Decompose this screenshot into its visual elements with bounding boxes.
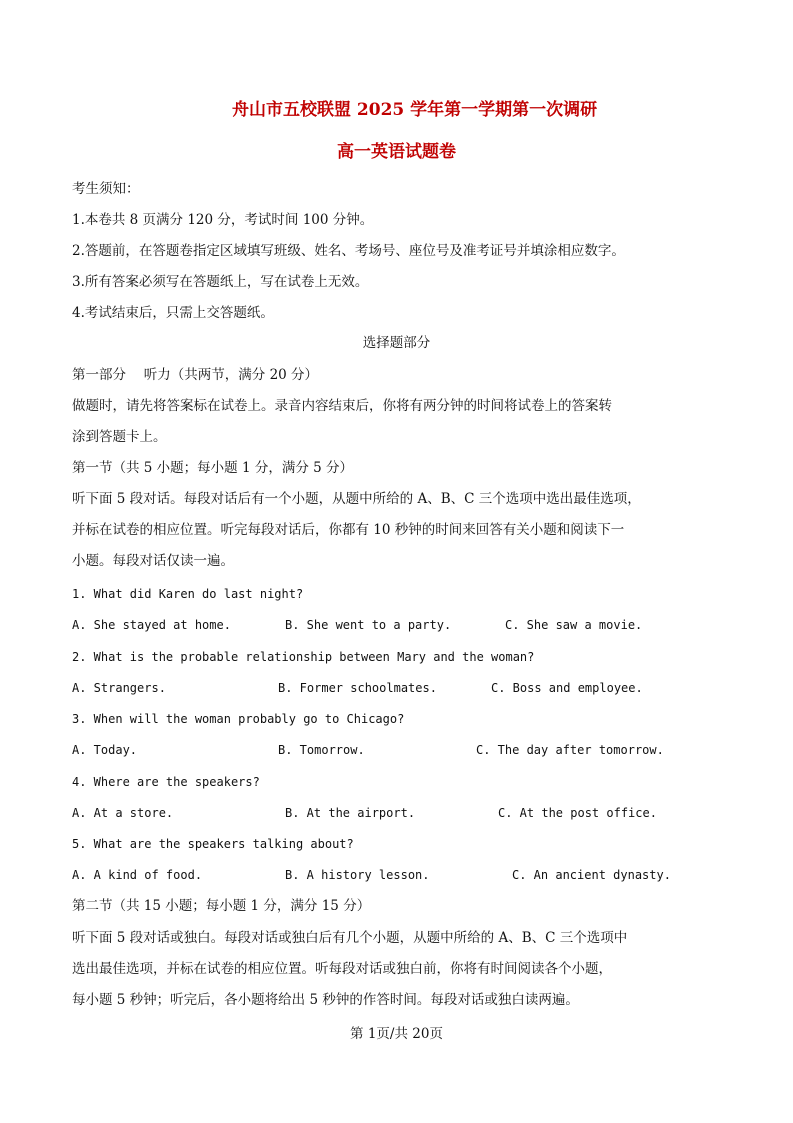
sec1-instruction: 听下面 5 段对话。每段对话后有一个小题，从题中所给的 A、B、C 三个选项中选出最佳选项， bbox=[72, 491, 641, 507]
option-b: B. She went to a party. bbox=[285, 618, 452, 632]
sec2-instruction: 每小题 5 秒钟；听完后，各小题将给出 5 秒钟的作答时间。每段对话或独白读两遍。 bbox=[72, 992, 579, 1008]
question-stem: 4. Where are the speakers? bbox=[72, 775, 260, 789]
option-a: A. Strangers. bbox=[72, 681, 166, 695]
section-title: 选择题部分 bbox=[362, 335, 431, 351]
part1-heading: 第一部分 听力（共两节，满分 20 分） bbox=[72, 367, 319, 383]
part1-instruction: 做题时，请先将答案标在试卷上。录音内容结束后，你将有两分钟的时间将试卷上的答案转 bbox=[72, 398, 612, 414]
sec1-instruction: 小题。每段对话仅读一遍。 bbox=[72, 553, 234, 569]
sec2-instruction: 选出最佳选项，并标在试卷的相应位置。听每段对话或独白前，你将有时间阅读各个小题， bbox=[72, 961, 612, 977]
page-number: 第 1页/共 20页 bbox=[350, 1026, 443, 1042]
question-stem: 5. What are the speakers talking about? bbox=[72, 837, 354, 851]
option-c: C. The day after tomorrow. bbox=[476, 743, 664, 757]
option-c: C. At the post office. bbox=[498, 806, 657, 820]
sec2-heading: 第二节（共 15 小题；每小题 1 分，满分 15 分） bbox=[72, 898, 371, 914]
option-b: B. Former schoolmates. bbox=[278, 681, 437, 695]
option-a: A. She stayed at home. bbox=[72, 618, 231, 632]
notice-item: 3.所有答案必须写在答题纸上，写在试卷上无效。 bbox=[72, 274, 369, 290]
option-a: A. Today. bbox=[72, 743, 138, 757]
option-c: C. Boss and employee. bbox=[491, 681, 643, 695]
exam-title: 舟山市五校联盟 2025 学年第一学期第一次调研 bbox=[232, 100, 598, 120]
sec1-heading: 第一节（共 5 小题；每小题 1 分，满分 5 分） bbox=[72, 460, 354, 476]
sec1-instruction: 并标在试卷的相应位置。听完每段对话后，你都有 10 秒钟的时间来回答有关小题和阅读下一 bbox=[72, 522, 625, 538]
part1-instruction: 涂到答题卡上。 bbox=[72, 429, 167, 445]
notice-heading: 考生须知： bbox=[72, 181, 140, 197]
notice-item: 1.本卷共 8 页满分 120 分，考试时间 100 分钟。 bbox=[72, 212, 374, 228]
notice-item: 4.考试结束后，只需上交答题纸。 bbox=[72, 305, 274, 321]
sec2-instruction: 听下面 5 段对话或独白。每段对话或独白后有几个小题，从题中所给的 A、B、C 三个选项中 bbox=[72, 930, 628, 946]
option-c: C. She saw a movie. bbox=[505, 618, 643, 632]
exam-subtitle: 高一英语试题卷 bbox=[337, 142, 456, 162]
question-stem: 2. What is the probable relationship between Mary and the woman? bbox=[72, 650, 535, 664]
option-a: A. A kind of food. bbox=[72, 868, 203, 882]
option-b: B. Tomorrow. bbox=[278, 743, 365, 757]
option-a: A. At a store. bbox=[72, 806, 174, 820]
option-c: C. An ancient dynasty. bbox=[512, 868, 671, 882]
notice-item: 2.答题前，在答题卷指定区域填写班级、姓名、考场号、座位号及准考证号并填涂相应数字。 bbox=[72, 243, 625, 259]
question-stem: 1. What did Karen do last night? bbox=[72, 587, 304, 601]
option-b: B. At the airport. bbox=[285, 806, 416, 820]
option-b: B. A history lesson. bbox=[285, 868, 430, 882]
question-stem: 3. When will the woman probably go to Chicago? bbox=[72, 712, 405, 726]
